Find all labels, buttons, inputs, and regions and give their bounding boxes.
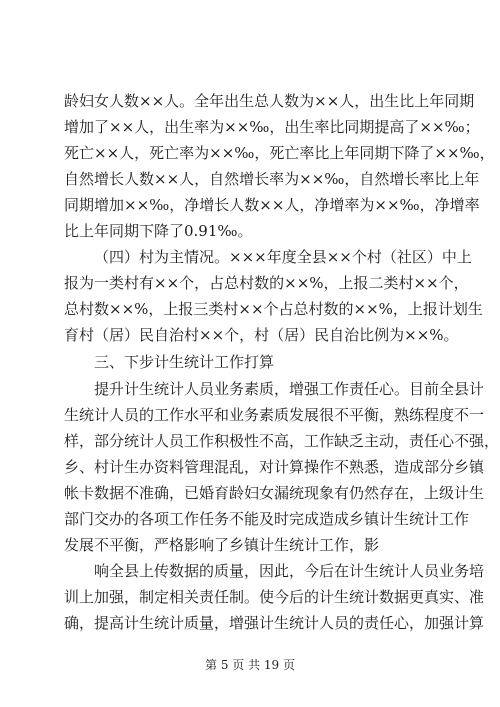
section-heading: 三、下步计生统计工作打算 (94, 353, 275, 371)
text-line: 确，提高计生统计质量，增强计生统计人员的责任心，加强计算 (64, 614, 485, 632)
text-line: 育村（居）民自治村××个，村（居）民自治比例为××%。 (64, 326, 459, 344)
text-line: 比上年同期下降了0.91‰。 (64, 222, 253, 240)
text-line: 增加了××人，出生率为××‰，出生率比同期提高了××‰； (64, 118, 480, 136)
text-line: 报为一类村有××个，占总村数的××%，上报二类村××个， (64, 274, 469, 292)
paragraph-first-line: 提升计生统计人员业务素质，增强工作责任心。目前全县计 (94, 380, 485, 398)
paragraph-first-line: 响全县上传数据的质量，因此，今后在计生统计人员业务培 (94, 562, 485, 580)
text-line: 龄妇女人数××人。全年出生总人数为××人，出生比上年同期 (64, 92, 475, 110)
text-line: 同期增加××‰，净增长人数××人，净增率为××‰，净增率 (64, 196, 480, 214)
text-line: 发展不平衡，严格影响了乡镇计生统计工作，影 (64, 536, 380, 554)
text-line: 样，部分统计人员工作积极性不高，工作缺乏主动，责任心不强， (64, 432, 500, 450)
text-line: 生统计人员的工作水平和业务素质发展很不平衡，熟练程度不一 (64, 406, 485, 424)
text-line: 部门交办的各项工作任务不能及时完成造成乡镇计生统计工作 (64, 510, 470, 528)
text-line: 训上加强，制定相关责任制。使今后的计生统计数据更真实、准 (64, 588, 485, 606)
text-line: 帐卡数据不准确，已婚育龄妇女漏统现象有仍然存在，上级计生 (64, 484, 485, 502)
text-line: 自然增长人数××人，自然增长率为××‰，自然增长率比上年 (64, 170, 480, 188)
page-footer: 第 5 页 共 19 页 (205, 658, 295, 672)
text-line: 死亡××人，死亡率为××‰，死亡率比上年同期下降了××‰， (64, 144, 495, 162)
text-line: 总村数××%，上报三类村××个占总村数的××%，上报计划生 (64, 300, 483, 318)
text-line: 乡、村计生办资料管理混乱，对计算操作不熟悉，造成部分乡镇 (64, 458, 485, 476)
paragraph-first-line: （四）村为主情况。×××年度全县××个村（社区）中上 (94, 248, 472, 266)
